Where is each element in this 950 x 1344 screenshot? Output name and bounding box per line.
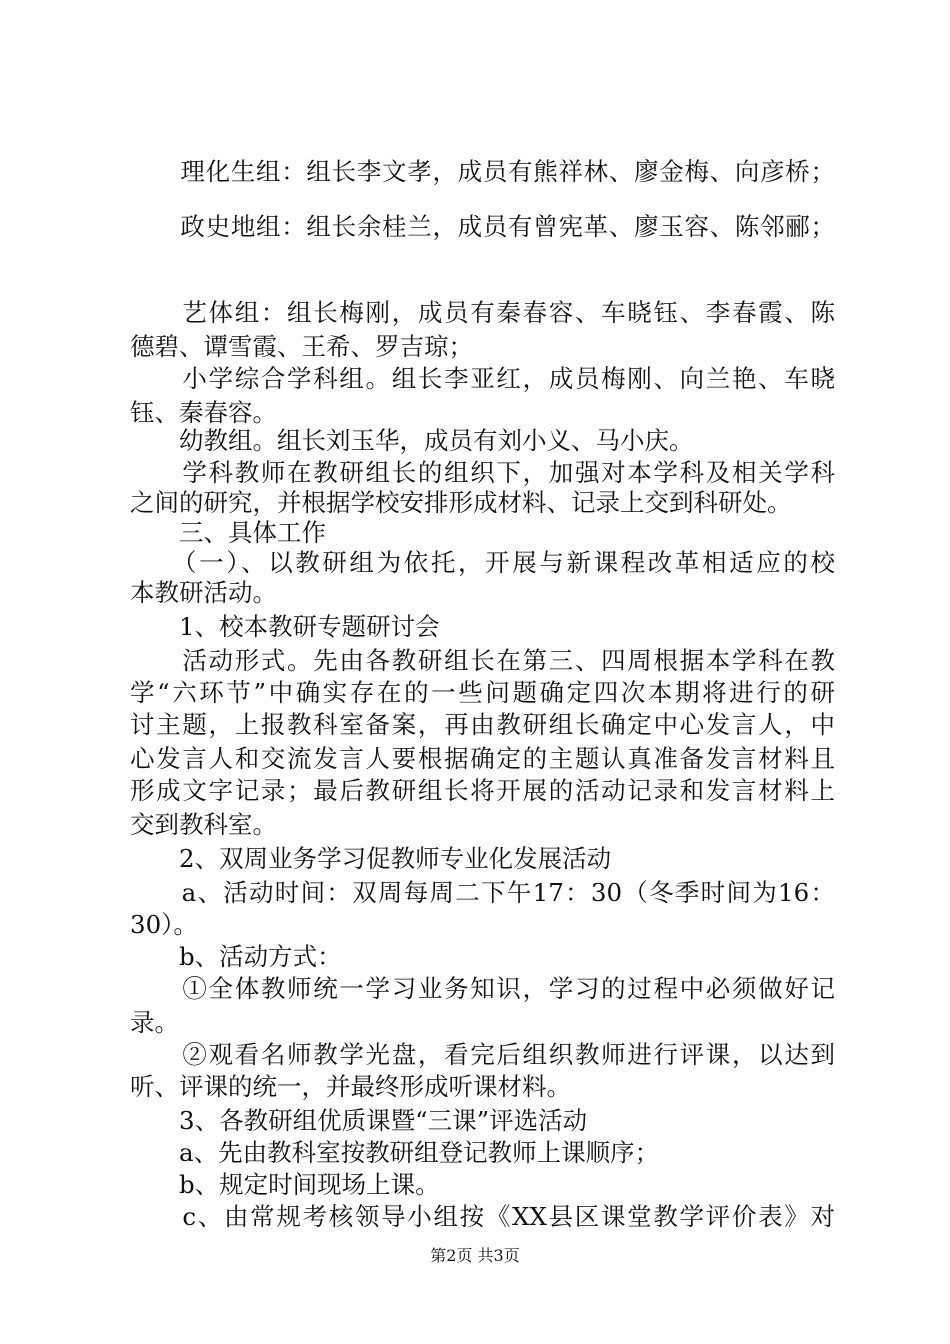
text-line: 交到教科室。 — [130, 810, 277, 839]
text-line: 三、具体工作 — [130, 518, 326, 547]
text-line: 3、各教研组优质课暨“三课”评选活动 — [130, 1106, 588, 1135]
text-line: b、规定时间现场上课。 — [130, 1170, 440, 1199]
page-footer: 第2页 共3页 — [430, 1246, 520, 1265]
text-line: 艺体组：组长梅刚，成员有秦春容、车晓钰、李春霞、陈 — [130, 298, 835, 327]
text-line: （一）、以教研组为依托，开展与新课程改革相适应的校 — [130, 548, 835, 577]
text-line: 德碧、谭雪霞、王希、罗吉琼； — [130, 332, 473, 361]
text-line: 政史地组：组长余桂兰，成员有曾宪革、廖玉容、陈邻郦； — [130, 212, 835, 241]
text-line: 录。 — [130, 1008, 179, 1037]
text-line: c、由常规考核领导小组按《XX县区课堂教学评价表》对 — [130, 1202, 835, 1231]
text-line: a、先由教科室按教研组登记教师上课顺序； — [130, 1138, 660, 1167]
text-line: 心发言人和交流发言人要根据确定的主题认真准备发言材料且 — [130, 744, 835, 773]
text-line: b、活动方式： — [130, 942, 342, 971]
text-line: 幼教组。组长刘玉华，成员有刘小义、马小庆。 — [130, 426, 694, 455]
text-line: ①全体教师统一学习业务知识，学习的过程中必须做好记 — [130, 974, 835, 1003]
text-line: 本教研活动。 — [130, 578, 277, 607]
text-line: 活动形式。先由各教研组长在第三、四周根据本学科在教 — [130, 646, 835, 675]
text-line: 钰、秦春容。 — [130, 398, 277, 427]
text-line: 理化生组：组长李文孝，成员有熊祥林、廖金梅、向彦桥； — [130, 157, 835, 186]
text-line: a、活动时间：双周每周二下午17：30（冬季时间为16： — [130, 878, 835, 907]
text-line: 听、评课的统一，并最终形成听课材料。 — [130, 1072, 571, 1101]
text-line: 小学综合学科组。组长李亚红，成员梅刚、向兰艳、车晓 — [130, 364, 835, 393]
text-line: 形成文字记录；最后教研组长将开展的活动记录和发言材料上 — [130, 776, 835, 805]
text-line: ②观看名师教学光盘，看完后组织教师进行评课，以达到 — [130, 1040, 835, 1069]
text-line: 学科教师在教研组长的组织下，加强对本学科及相关学科 — [130, 458, 835, 487]
text-line: 之间的研究，并根据学校安排形成材料、记录上交到科研处。 — [130, 488, 792, 517]
text-line: 2、双周业务学习促教师专业化发展活动 — [130, 844, 612, 873]
text-line: 学“六环节”中确实存在的一些问题确定四次本期将进行的研 — [130, 678, 835, 707]
text-line: 讨主题，上报教科室备案，再由教研组长确定中心发言人，中 — [130, 710, 835, 739]
text-line: 1、校本教研专题研讨会 — [130, 612, 440, 641]
text-line: 30）。 — [130, 910, 198, 939]
